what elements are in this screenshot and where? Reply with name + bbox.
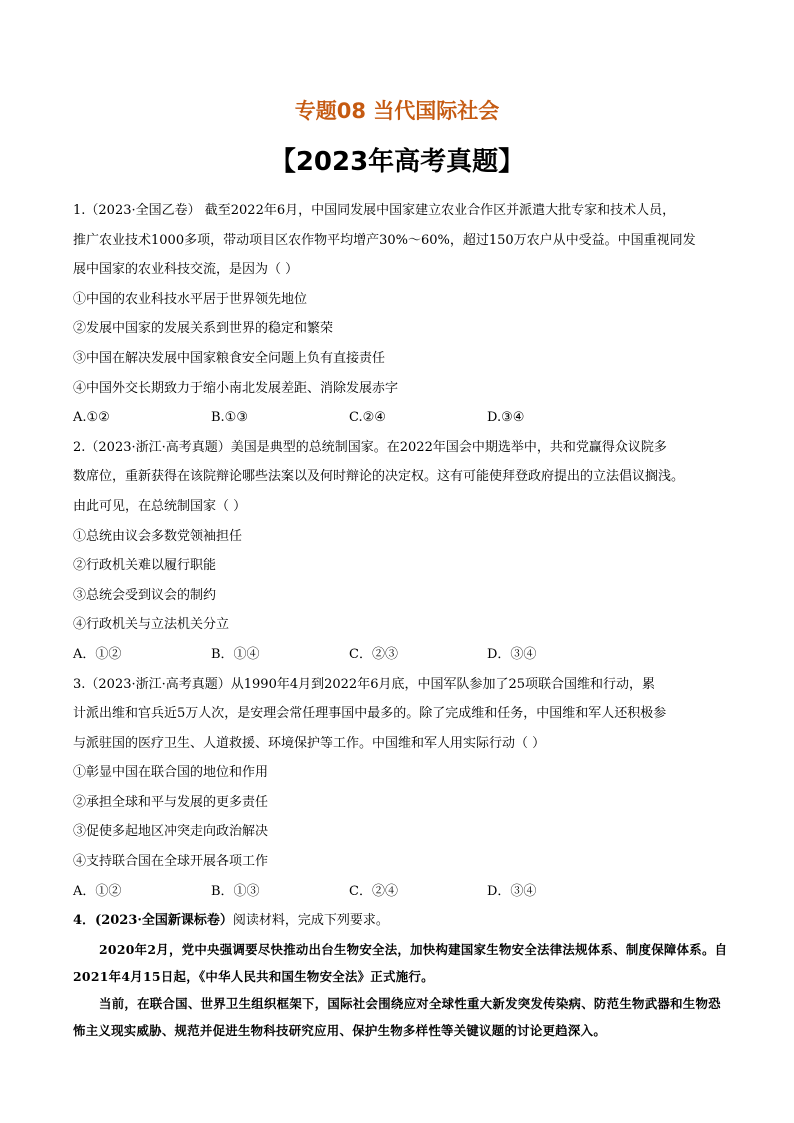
- questions-body: [73, 196, 733, 1044]
- question-1-option-a[interactable]: A.①②: [73, 410, 110, 426]
- question-4-source: 4．(2023·全国新课标卷）: [73, 913, 233, 929]
- section-title: 【2023年高考真题】: [269, 147, 525, 177]
- question-1-statement-2: ②发展中国家的发展关系到世界的稳定和繁荣: [73, 321, 334, 337]
- question-1-option-c[interactable]: C.②④: [349, 410, 386, 426]
- question-2-statement-2: ②行政机关难以履行职能: [73, 558, 217, 574]
- question-1-option-d[interactable]: D.③④: [487, 410, 525, 426]
- question-1-stem-line-2: 推广农业技术1000多项，带动项目区农作物平均增产30%～60%，超过150万农户从中受益。中国重视同发: [73, 232, 696, 248]
- question-1: [73, 196, 733, 433]
- question-3-option-a[interactable]: A．①②: [73, 883, 122, 899]
- question-1-options: [73, 403, 733, 433]
- question-2-stem-line-2: 数席位，重新获得在该院辩论哪些法案以及何时辩论的决定权。这有可能使拜登政府提出的立法倡议搁浅。: [73, 469, 685, 485]
- question-1-stem-line-3: 展中国家的农业科技交流，是因为（ ）: [73, 262, 299, 278]
- question-3-option-d[interactable]: D．③④: [487, 883, 537, 899]
- question-1-stem-line-1: 1.（2023·全国乙卷） 截至2022年6月，中国同发展中国家建立农业合作区并派遣大批专家和技术人员，: [73, 203, 676, 218]
- question-2-option-d[interactable]: D．③④: [487, 646, 537, 662]
- question-3-options: [73, 877, 733, 907]
- question-4-material-1: 2020年2月，党中央强调要尽快推动出台生物安全法，加快构建国家生物安全法律法规体系、制度保障体系。自2021年4月15日起，《中华人民共和国生物安全法》正式施行。: [73, 941, 728, 984]
- question-2-option-c[interactable]: C．②③: [349, 646, 398, 662]
- question-1-option-b[interactable]: B.①③: [211, 410, 248, 426]
- question-4: [73, 906, 733, 1044]
- question-2-option-b[interactable]: B．①④: [211, 646, 260, 662]
- question-4-instruction: 阅读材料，完成下列要求。: [232, 913, 389, 929]
- question-4-material-2: 当前，在联合国、世界卫生组织框架下，国际社会围绕应对全球性重大新发突发传染病、防范生物武器和生物恐怖主义现实威胁、规范并促进生物科技研究应用、保护生物多样性等关键议题的讨论更趋深入。: [73, 995, 721, 1038]
- question-3-option-c[interactable]: C．②④: [349, 883, 398, 899]
- topic-title: 专题08 当代国际社会: [294, 99, 500, 123]
- question-2-stem-line-3: 由此可见，在总统制国家（ ）: [73, 498, 247, 514]
- question-2: [73, 433, 733, 670]
- question-3-option-b[interactable]: B．①③: [211, 883, 260, 899]
- question-2-statement-3: ③总统会受到议会的制约: [73, 587, 217, 603]
- question-3-stem-line-2: 计派出维和官兵近5万人次，是安理会常任理事国中最多的。除了完成维和任务，中国维和军人还积极参: [73, 706, 667, 722]
- question-3-statement-1: ①彰显中国在联合国的地位和作用: [73, 765, 269, 781]
- question-2-stem-line-1: 2.（2023·浙江·高考真题）美国是典型的总统制国家。在2022年国会中期选举中，共和党赢得众议院多: [73, 439, 667, 455]
- question-2-statement-4: ④行政机关与立法机关分立: [73, 617, 230, 633]
- question-1-statement-4: ④中国外交长期致力于缩小南北发展差距、消除发展赤字: [73, 380, 399, 396]
- question-3-stem-line-1: 3.（2023·浙江·高考真题）从1990年4月到2022年6月底，中国军队参加了25项联合国维和行动，累: [73, 676, 656, 692]
- question-3-statement-4: ④支持联合国在全球开展各项工作: [73, 854, 269, 870]
- question-2-statement-1: ①总统由议会多数党领袖担任: [73, 528, 243, 544]
- question-4-head-line: [73, 906, 733, 936]
- question-1-statement-3: ③中国在解决发展中国家粮食安全问题上负有直接责任: [73, 350, 386, 366]
- question-3: [73, 670, 733, 907]
- question-3-statement-3: ③促使多起地区冲突走向政治解决: [73, 824, 269, 840]
- question-2-option-a[interactable]: A．①②: [73, 646, 122, 662]
- question-2-options: [73, 640, 733, 670]
- question-3-stem-line-3: 与派驻国的医疗卫生、人道救援、环境保护等工作。中国维和军人用实际行动（ ）: [73, 735, 546, 751]
- question-1-statement-1: ①中国的农业科技水平居于世界领先地位: [73, 291, 308, 307]
- question-3-statement-2: ②承担全球和平与发展的更多责任: [73, 794, 269, 810]
